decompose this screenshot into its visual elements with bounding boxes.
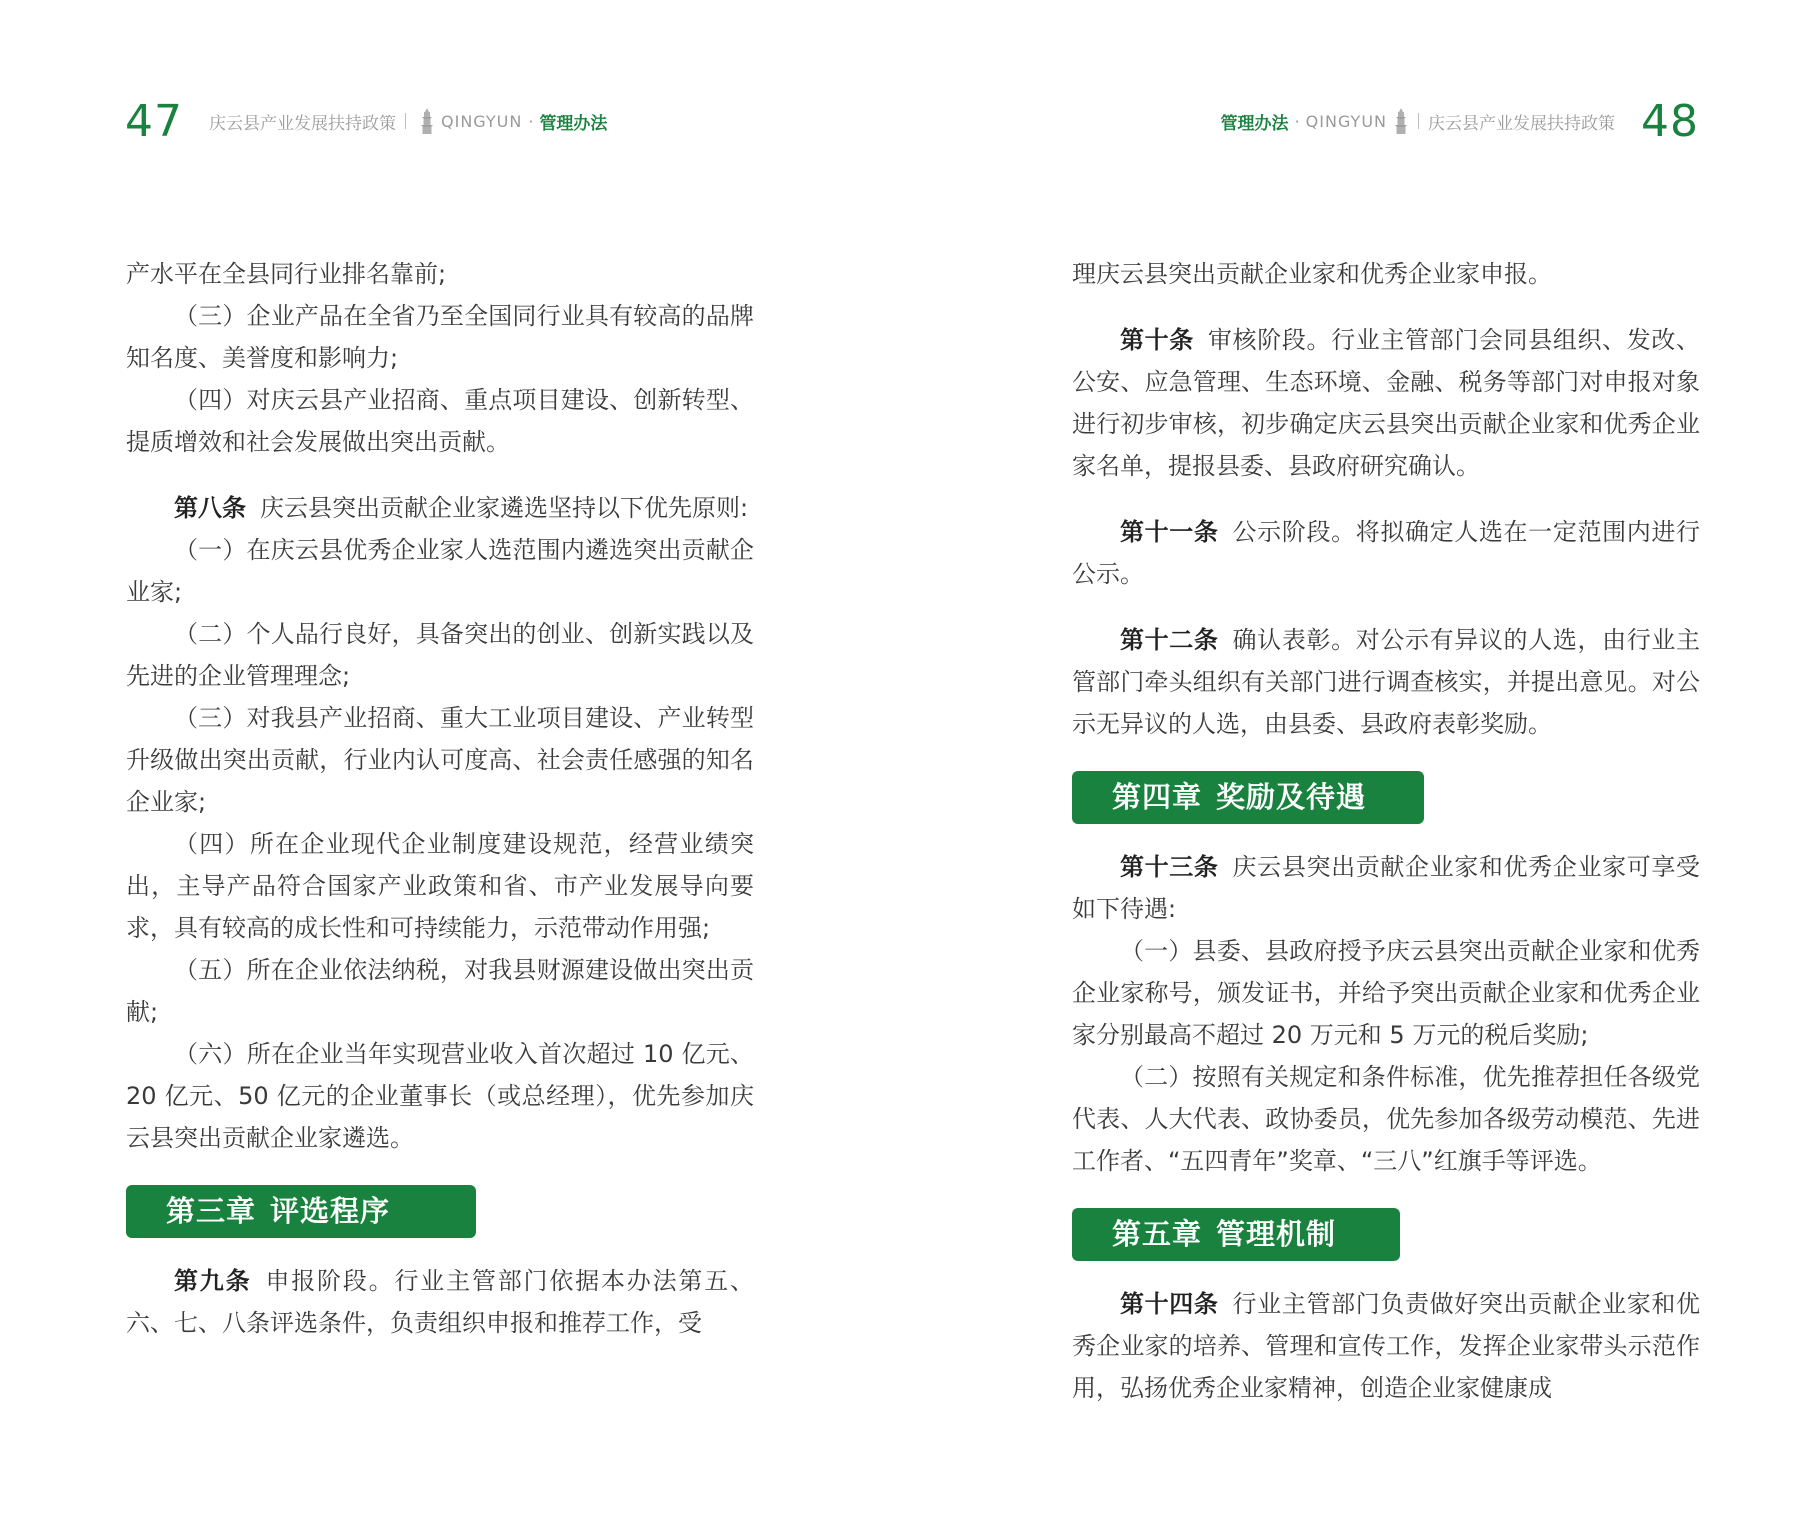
list-item: （一）在庆云县优秀企业家人选范围内遴选突出贡献企业家;: [126, 536, 754, 606]
paragraph: （三）企业产品在全省乃至全国同行业具有较高的品牌知名度、美誉度和影响力;: [126, 302, 754, 372]
article-text: 庆云县突出贡献企业家遴选坚持以下优先原则:: [260, 494, 749, 522]
article-text: 审核阶段。行业主管部门会同县组织、发改、公安、应急管理、生态环境、金融、税务等部门对申报对象进行初步审核，初步确定庆云县突出贡献企业家和优秀企业家名单，提报县委、县政府研究确认。: [1072, 326, 1701, 480]
article-11: [1072, 511, 1700, 595]
article-8: [126, 487, 754, 529]
chapter-name: 奖励及待遇: [1216, 780, 1367, 814]
article-9: [126, 1260, 754, 1344]
article-13: [1072, 846, 1700, 930]
header-section: 管理办法: [539, 113, 608, 134]
header-divider: [405, 113, 406, 129]
article-title: 第十一条: [1120, 518, 1219, 546]
article-14: [1072, 1283, 1700, 1409]
page-body: [1072, 253, 1700, 1409]
paragraph: （四）对庆云县产业招商、重点项目建设、创新转型、提质增效和社会发展做出突出贡献。: [126, 386, 754, 456]
page-number: 48: [1641, 95, 1699, 147]
list-item: （一）县委、县政府授予庆云县突出贡献企业家和优秀企业家称号，颁发证书，并给予突出贡献企业家和优秀企业家分别最高不超过 20 万元和 5 万元的税后奖励;: [1072, 937, 1700, 1049]
article-10: [1072, 319, 1700, 487]
list-item: （四）所在企业现代企业制度建设规范，经营业绩突出，主导产品符合国家产业政策和省、市产业发展导向要求，具有较高的成长性和可持续能力，示范带动作用强;: [126, 830, 754, 942]
article-text: 庆云县突出贡献企业家和优秀企业家可享受如下待遇:: [1072, 853, 1700, 923]
article-title: 第十二条: [1120, 626, 1219, 654]
chapter-name: 管理机制: [1216, 1217, 1337, 1251]
header-divider: [1418, 113, 1419, 129]
list-item: （六）所在企业当年实现营业收入首次超过 10 亿元、20 亿元、50 亿元的企业董事长（或总经理），优先参加庆云县突出贡献企业家遴选。: [126, 1040, 754, 1152]
pagoda-icon: [1393, 108, 1409, 134]
list-item: （三）对我县产业招商、重大工业项目建设、产业转型升级做出突出贡献，行业内认可度高、社会责任感强的知名企业家;: [126, 704, 754, 816]
article-text: 公示阶段。将拟确定人选在一定范围内进行公示。: [1072, 518, 1700, 588]
article-text: 行业主管部门负责做好突出贡献企业家和优秀企业家的培养、管理和宣传工作，发挥企业家带头示范作用，弘扬优秀企业家精神，创造企业家健康成: [1072, 1290, 1700, 1402]
page-body: [126, 253, 754, 1344]
paragraph: 产水平在全县同行业排名靠前;: [126, 260, 447, 288]
header-brand: QINGYUN: [441, 111, 523, 131]
header-brand: QINGYUN: [1305, 111, 1387, 131]
list-item: （二）个人品行良好，具备突出的创业、创新实践以及先进的企业管理理念;: [126, 620, 754, 690]
article-title: 第十条: [1120, 326, 1194, 354]
paragraph: 理庆云县突出贡献企业家和优秀企业家申报。: [1072, 260, 1552, 288]
chapter-number: 第四章: [1112, 780, 1203, 814]
article-title: 第十三条: [1120, 853, 1219, 881]
page-header: [125, 96, 607, 146]
article-text: 确认表彰。对公示有异议的人选，由行业主管部门牵头组织有关部门进行调查核实，并提出意见。对公示无异议的人选，由县委、县政府表彰奖励。: [1072, 626, 1700, 738]
pagoda-icon: [419, 108, 435, 134]
chapter-heading: [1072, 771, 1424, 824]
chapter-heading: [1072, 1208, 1400, 1261]
chapter-heading: [126, 1185, 476, 1238]
chapter-name: 评选程序: [270, 1194, 391, 1228]
article-12: [1072, 619, 1700, 745]
header-dot: ·: [1294, 111, 1300, 131]
header-doc-title: 庆云县产业发展扶持政策: [1428, 113, 1615, 134]
article-title: 第十四条: [1120, 1290, 1219, 1318]
right-page: [906, 0, 1812, 1536]
article-title: 第八条: [174, 494, 246, 522]
article-title: 第九条: [174, 1267, 252, 1295]
page-number: 47: [125, 95, 183, 147]
article-text: 申报阶段。行业主管部门依据本办法第五、六、七、八条评选条件，负责组织申报和推荐工作，受: [126, 1267, 755, 1337]
header-section: 管理办法: [1220, 113, 1289, 134]
header-doc-title: 庆云县产业发展扶持政策: [209, 113, 396, 134]
chapter-number: 第五章: [1112, 1217, 1203, 1251]
list-item: （二）按照有关规定和条件标准，优先推荐担任各级党代表、人大代表、政协委员，优先参加各级劳动模范、先进工作者、“五四青年”奖章、“三八”红旗手等评选。: [1072, 1063, 1700, 1175]
page-header: [1221, 96, 1699, 146]
header-dot: ·: [528, 111, 534, 131]
list-item: （五）所在企业依法纳税，对我县财源建设做出突出贡献;: [126, 956, 754, 1026]
chapter-number: 第三章: [166, 1194, 257, 1228]
